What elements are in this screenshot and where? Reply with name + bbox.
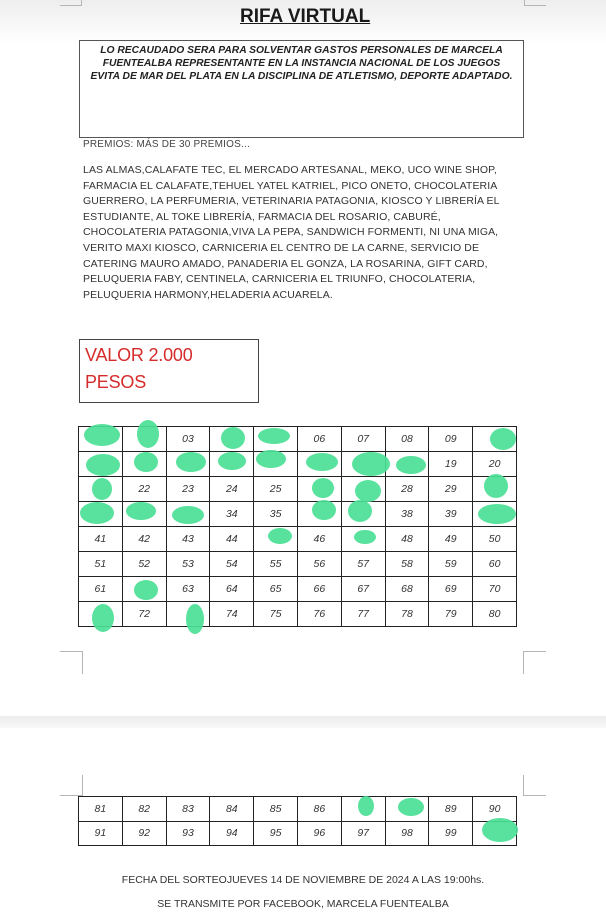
sold-mark [268, 528, 292, 544]
raffle-number-cell: 75 [254, 602, 298, 627]
raffle-number-cell: 65 [254, 577, 298, 602]
sold-mark [221, 427, 245, 449]
page-break [0, 716, 606, 728]
sold-mark [218, 452, 246, 470]
raffle-number-cell: 55 [254, 552, 298, 577]
sold-mark [484, 474, 508, 498]
raffle-number-cell: 24 [210, 477, 254, 502]
raffle-number-cell: 28 [385, 477, 429, 502]
raffle-grid-bottom [78, 796, 517, 846]
raffle-number-cell: 74 [210, 602, 254, 627]
raffle-number-cell: 35 [254, 502, 298, 527]
raffle-number-cell: 41 [79, 527, 123, 552]
raffle-number-cell: 92 [122, 821, 166, 846]
raffle-number-cell: 60 [473, 552, 517, 577]
raffle-number-cell: 57 [341, 552, 385, 577]
raffle-number-cell: 19 [429, 452, 473, 477]
sold-mark [84, 424, 120, 446]
grid_top-row [79, 477, 517, 502]
raffle-number-cell: 23 [166, 477, 210, 502]
intro-box [79, 40, 524, 138]
grid_bottom-row [79, 797, 517, 822]
raffle-number-cell: 09 [429, 427, 473, 452]
sold-mark [490, 428, 516, 450]
raffle-number-cell: 58 [385, 552, 429, 577]
raffle-number-cell: 07 [341, 427, 385, 452]
raffle-number-cell: 95 [254, 821, 298, 846]
sold-mark [312, 500, 336, 520]
broadcast-note: SE TRANSMITE POR FACEBOOK, MARCELA FUENTEALBA [157, 898, 449, 910]
raffle-number-cell: 34 [210, 502, 254, 527]
sold-mark [134, 580, 158, 600]
sold-mark [398, 798, 424, 816]
sold-mark [355, 480, 381, 502]
raffle-number-cell: 99 [429, 821, 473, 846]
raffle-number-cell: 25 [254, 477, 298, 502]
raffle-number-cell: 89 [429, 797, 473, 822]
raffle-number-cell: 81 [79, 797, 123, 822]
raffle-number-cell: 68 [385, 577, 429, 602]
raffle-number-cell: 20 [473, 452, 517, 477]
raffle-number-cell: 03 [166, 427, 210, 452]
corner-mark [60, 651, 83, 674]
raffle-number-cell: 52 [122, 552, 166, 577]
raffle-number-cell: 61 [79, 577, 123, 602]
sold-mark [86, 454, 120, 476]
sold-mark [312, 478, 334, 498]
raffle-number-cell: 53 [166, 552, 210, 577]
sold-mark [482, 818, 518, 842]
draw-date: FECHA DEL SORTEOJUEVES 14 DE NOVIEMBRE DE 2024 A LAS 19:00hs. [121, 874, 485, 886]
raffle-number-cell: 48 [385, 527, 429, 552]
raffle-number-cell: 98 [385, 821, 429, 846]
raffle-number-cell: 39 [429, 502, 473, 527]
corner-mark [60, 775, 83, 796]
raffle-number-cell: 83 [166, 797, 210, 822]
raffle-number-cell: 06 [297, 427, 341, 452]
raffle-number-cell: 91 [79, 821, 123, 846]
raffle-number-cell: 66 [297, 577, 341, 602]
raffle-number-cell: 29 [429, 477, 473, 502]
sold-mark [396, 456, 426, 474]
grid_top-row [79, 527, 517, 552]
raffle-number-cell: 56 [297, 552, 341, 577]
sold-mark [126, 502, 156, 520]
raffle-number-cell: 70 [473, 577, 517, 602]
raffle-number-cell: 43 [166, 527, 210, 552]
sold-mark [80, 502, 114, 524]
raffle-number-cell: 82 [122, 797, 166, 822]
raffle-number-cell: 84 [210, 797, 254, 822]
raffle-number-cell: 94 [210, 821, 254, 846]
price-box [79, 339, 259, 403]
prizes-list: LAS ALMAS,CALAFATE TEC, EL MERCADO ARTESANAL, MEKO, UCO WINE SHOP, FARMACIA EL CALAFATE,TEHUEL YATEL KATRIEL, PICO ONETO, CHOCOLATERIA GUERRERO, LA PERFUMERIA, VETERINARIA PATAGONIA, KIOSCO Y LIBRERÍA EL ESTUDIANTE, AL TOKE LIBRERÍA, FARMACIA DEL ROSARIO, CABURÉ, CHOCOLATERIA PATAGONIA,VIVA LA PEPA, SANDWICH FORMENTI, NI UNA MIGA, VERITO MAXI KIOSCO, CARNICERIA EL CENTRO DE LA CARNE, SERVICIO DE CATERING MAURO AMADO, PANADERIA EL GONZA, LA ROSARINA, GIFT CARD, PELUQUERIA FABY, CENTINELA, CARNICERIA EL TRIUNFO, CHOCOLATERIA, PELUQUERIA HARMONY,HELADERIA ACUARELA. [83, 164, 500, 301]
corner-mark [60, 0, 82, 6]
grid_top-row [79, 602, 517, 627]
sold-mark [172, 506, 204, 524]
raffle-number-cell: 85 [254, 797, 298, 822]
raffle-number-cell: 79 [429, 602, 473, 627]
sold-mark [92, 604, 114, 632]
grid_bottom-row [79, 821, 517, 846]
raffle-number-cell: 93 [166, 821, 210, 846]
raffle-number-cell: 97 [341, 821, 385, 846]
intro-text: LO RECAUDADO SERA PARA SOLVENTAR GASTOS PERSONALES DE MARCELA FUENTEALBA REPRESENTANTE EN LA INSTANCIA NACIONAL DE LOS JUEGOS EVITA DE MAR DEL PLATA EN LA DISCIPLINA DE ATLETISMO, DEPORTE ADAPTADO. [90, 45, 513, 82]
sold-mark [137, 420, 159, 448]
prizes-heading: PREMIOS: MÁS DE 30 PREMIOS... [83, 139, 250, 150]
raffle-number-cell: 64 [210, 577, 254, 602]
raffle-number-cell: 59 [429, 552, 473, 577]
raffle-number-cell: 80 [473, 602, 517, 627]
sold-mark [256, 450, 286, 468]
raffle-number-cell: 86 [297, 797, 341, 822]
grid_top-row [79, 552, 517, 577]
raffle-number-cell: 69 [429, 577, 473, 602]
sold-mark [306, 453, 338, 471]
raffle-number-cell: 96 [297, 821, 341, 846]
price-currency: PESOS [85, 372, 147, 392]
raffle-number-cell: 44 [210, 527, 254, 552]
raffle-number-cell: 78 [385, 602, 429, 627]
sold-mark [258, 428, 290, 444]
raffle-number-cell: 08 [385, 427, 429, 452]
raffle-number-cell: 76 [297, 602, 341, 627]
raffle-number-cell: 22 [122, 477, 166, 502]
raffle-number-cell: 49 [429, 527, 473, 552]
sold-mark [186, 604, 204, 634]
raffle-number-cell: 90 [473, 797, 517, 822]
sold-mark [354, 530, 376, 544]
raffle-number-cell: 42 [122, 527, 166, 552]
raffle-number-cell: 54 [210, 552, 254, 577]
sold-mark [92, 478, 112, 500]
page-title: RIFA VIRTUAL [240, 6, 371, 27]
price-value: VALOR 2.000 [85, 345, 193, 365]
corner-mark [523, 775, 546, 796]
raffle-number-cell: 51 [79, 552, 123, 577]
corner-mark [524, 0, 546, 6]
sold-mark [478, 504, 516, 524]
raffle-number-cell: 72 [122, 602, 166, 627]
sold-mark [352, 452, 390, 476]
sold-mark [348, 500, 372, 522]
sold-mark [358, 796, 374, 816]
raffle-number-cell: 67 [341, 577, 385, 602]
raffle-number-cell: 46 [297, 527, 341, 552]
sold-mark [134, 452, 158, 472]
corner-mark [523, 651, 546, 674]
raffle-number-cell: 38 [385, 502, 429, 527]
raffle-number-cell: 63 [166, 577, 210, 602]
raffle-number-cell: 50 [473, 527, 517, 552]
raffle-number-cell: 77 [341, 602, 385, 627]
sold-mark [176, 452, 206, 472]
